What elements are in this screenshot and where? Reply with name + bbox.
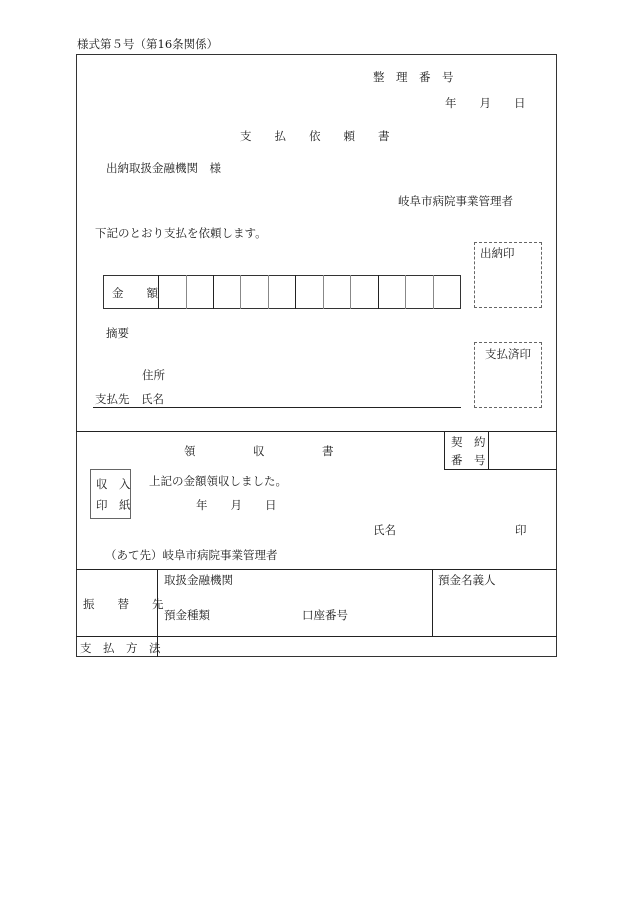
transfer-label: 振 替 先 [83,597,164,611]
receipt-title: 領 収 書 [184,444,334,458]
transfer-top-border [76,569,557,570]
keiyaku-label-bottom: 番 号 [451,453,486,467]
account-holder-label: 預金名義人 [438,573,496,587]
payee-underline [93,407,461,408]
receipt-seal: 印 [515,523,527,537]
received-text: 上記の金額領収しました。 [149,474,287,488]
payment-method-label: 支 払 方 法 [80,641,161,655]
address-label: 住所 [142,368,165,382]
bank-label: 取扱金融機関 [164,573,233,587]
receipt-atesaki: （あて先）岐阜市病院事業管理者 [105,548,278,562]
suito-stamp-label: 出納印 [480,246,515,260]
form-number: 様式第５号（第16条関係） [77,37,219,51]
receipt-name-label: 氏名 [373,523,396,537]
revenue-stamp-label-bottom: 印 紙 [96,498,131,512]
document-title: 支 払 依 頼 書 [240,129,390,143]
seiri-bango-label: 整 理 番 号 [373,70,454,84]
tekiyo-label: 摘要 [106,326,129,340]
revenue-stamp-label-top: 収 入 [96,477,131,491]
amount-label: 金 額 [112,286,158,300]
deposit-type-label: 預金種類 [164,608,210,622]
request-date: 年 月 日 [445,96,526,110]
shiharai-zumi-stamp-label: 支払済印 [485,347,531,361]
receipt-divider [76,431,557,432]
request-text: 下記のとおり支払を依頼します。 [95,226,267,240]
payee-label: 支払先 氏名 [95,392,164,406]
keiyaku-label-top: 契 約 [451,435,486,449]
addressee: 出納取扱金融機関 様 [106,161,221,175]
receipt-date: 年 月 日 [196,498,277,512]
issuer: 岐阜市病院事業管理者 [398,194,513,208]
account-number-label: 口座番号 [302,608,348,622]
